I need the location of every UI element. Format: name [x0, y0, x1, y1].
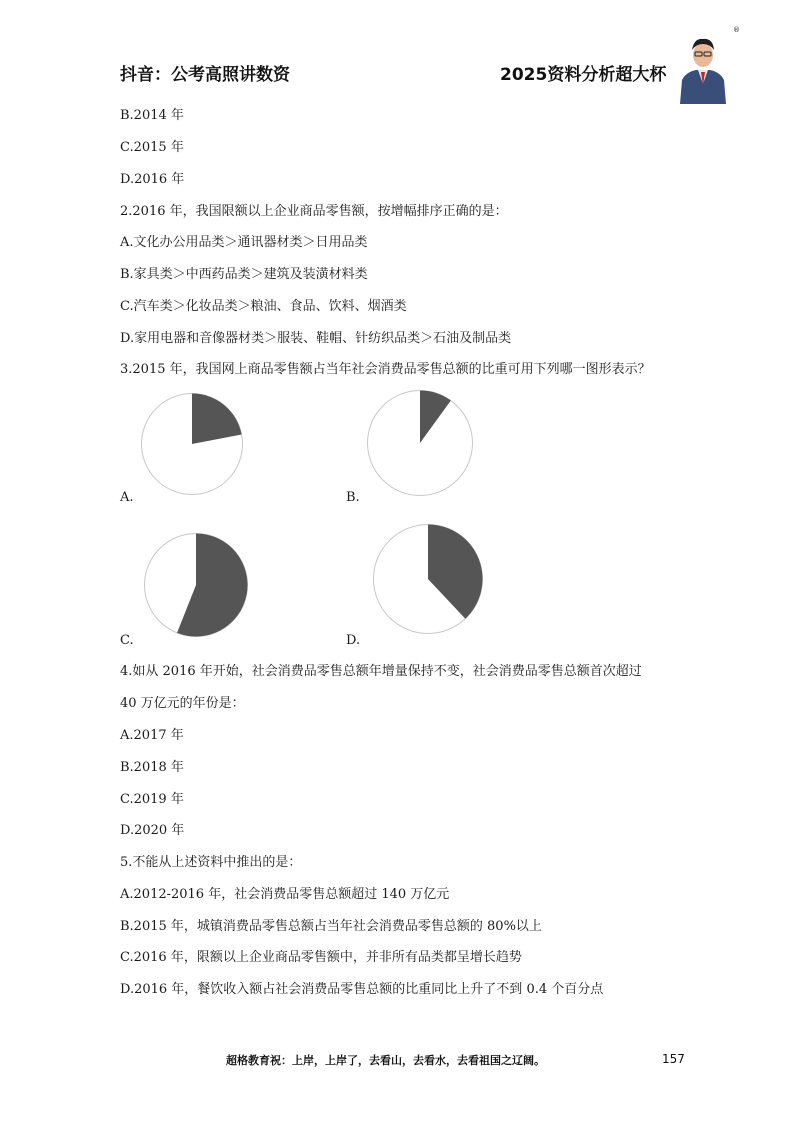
- question-4-text-cont: 40 万亿元的年份是：: [120, 696, 245, 711]
- page-number: 157: [662, 1052, 685, 1066]
- question-2-text: 2.2016 年，我国限额以上企业商品零售额，按增幅排序正确的是：: [120, 204, 508, 219]
- question-4-text: 4.如从 2016 年开始，社会消费品零售总额年增量保持不变，社会消费品零售总额首次超过: [120, 664, 642, 679]
- pie-label-c: C.: [120, 633, 134, 648]
- question-3-text: 3.2015 年，我国网上商品零售额占当年社会消费品零售总额的比重可用下列哪一图形表示？: [120, 362, 651, 377]
- q5-option-b: B.2015 年，城镇消费品零售总额占当年社会消费品零售总额的 80%以上: [120, 919, 542, 934]
- pie-option-d: [372, 523, 484, 635]
- option-c-2015: C.2015 年: [120, 140, 184, 155]
- pie-option-b: [366, 389, 474, 497]
- footer-slogan: 超格教育祝：上岸，上岸了，去看山，去看水，去看祖国之辽阔。: [226, 1054, 545, 1067]
- q4-option-c: C.2019 年: [120, 792, 184, 807]
- q5-option-d: D.2016 年，餐饮收入额占社会消费品零售总额的比重同比上升了不到 0.4 个百分点: [120, 982, 604, 997]
- q2-option-a: A.文化办公用品类＞通讯器材类＞日用品类: [120, 235, 368, 250]
- option-d-2016: D.2016 年: [120, 172, 185, 187]
- q4-option-a: A.2017 年: [120, 728, 184, 743]
- pie-option-c: [143, 532, 249, 638]
- q2-option-b: B.家具类＞中西药品类＞建筑及装潢材料类: [120, 267, 368, 282]
- pie-label-d: D.: [346, 633, 361, 648]
- registered-mark-icon: ®: [733, 26, 740, 34]
- q2-option-d: D.家用电器和音像器材类＞服装、鞋帽、针纺织品类＞石油及制品类: [120, 331, 512, 346]
- pie-option-a: [140, 392, 244, 496]
- q4-option-b: B.2018 年: [120, 760, 184, 775]
- q5-option-c: C.2016 年，限额以上企业商品零售额中，并非所有品类都呈增长趋势: [120, 950, 522, 965]
- q5-option-a: A.2012-2016 年，社会消费品零售总额超过 140 万亿元: [120, 887, 450, 902]
- question-5-text: 5.不能从上述资料中推出的是：: [120, 855, 302, 870]
- header-right-title: 2025资料分析超大杯: [500, 65, 667, 85]
- q4-option-d: D.2020 年: [120, 823, 185, 838]
- pie-label-a: A.: [120, 490, 134, 505]
- header-left-title: 抖音：公考高照讲数资: [120, 65, 290, 85]
- presenter-avatar-icon: [674, 28, 732, 104]
- q2-option-c: C.汽车类＞化妆品类＞粮油、食品、饮料、烟酒类: [120, 299, 407, 314]
- option-b-2014: B.2014 年: [120, 108, 184, 123]
- pie-label-b: B.: [346, 490, 360, 505]
